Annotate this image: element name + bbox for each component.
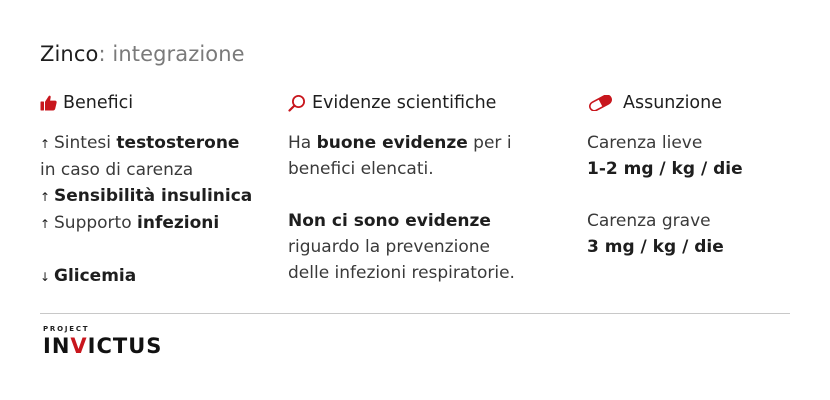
brand-logo (43, 325, 162, 358)
benefit-item (40, 183, 280, 210)
arrow-up-icon: ↑ (40, 137, 51, 151)
benefici-column (40, 90, 280, 290)
assunzione-heading (587, 90, 807, 116)
divider (40, 313, 790, 314)
benefici-heading (40, 90, 280, 116)
evidence-text: delle infezioni respiratorie. (288, 263, 515, 283)
benefit-item (40, 130, 280, 157)
logo-small-text: PROJECT (43, 325, 90, 333)
arrow-up-icon: ↑ (40, 190, 51, 204)
magnifier-icon (288, 94, 306, 112)
logo-part: IN (43, 334, 71, 358)
thumbs-up-icon (40, 95, 57, 111)
evidenze-column (288, 90, 563, 286)
logo-v: V (70, 334, 88, 358)
evidenze-heading-label: Evidenze scientifiche (312, 93, 497, 113)
benefit-text: Supporto (54, 213, 138, 233)
benefici-heading-label: Benefici (63, 93, 134, 113)
page-title (40, 40, 245, 68)
benefit-bold: testosterone (116, 133, 240, 153)
logo-part: ICTUS (87, 334, 163, 358)
evidence-text: riguardo la prevenzione (288, 237, 490, 257)
evidenze-heading (288, 90, 563, 116)
dose-label: Carenza lieve (587, 133, 703, 153)
benefit-text: Sintesi (54, 133, 117, 153)
dose-value: 3 mg / kg / die (587, 237, 724, 257)
dose-value: 1-2 mg / kg / die (587, 159, 743, 179)
evidence-text-pre: Ha (288, 133, 317, 153)
assunzione-column (587, 90, 807, 260)
evidence-bold: buone evidenze (316, 133, 468, 153)
evidence-text (288, 130, 563, 156)
title-sub: : integrazione (98, 42, 245, 66)
evidence-text: benefici elencati. (288, 159, 434, 179)
assunzione-heading-label: Assunzione (623, 93, 723, 113)
benefit-item-continued: in caso di carenza (40, 160, 194, 180)
title-main: Zinco (40, 42, 99, 66)
benefit-bold: Glicemia (54, 266, 137, 286)
evidence-text-post: per i (467, 133, 512, 153)
arrow-down-icon: ↓ (40, 270, 51, 284)
pill-icon (587, 95, 614, 111)
benefit-bold: infezioni (137, 213, 220, 233)
benefit-bold: Sensibilità insulinica (54, 186, 253, 206)
dose-label: Carenza grave (587, 211, 711, 231)
benefit-item (40, 263, 280, 290)
logo-wordmark (43, 334, 162, 358)
arrow-up-icon: ↑ (40, 217, 51, 231)
evidence-bold: Non ci sono evidenze (288, 211, 491, 231)
benefit-item (40, 210, 280, 237)
